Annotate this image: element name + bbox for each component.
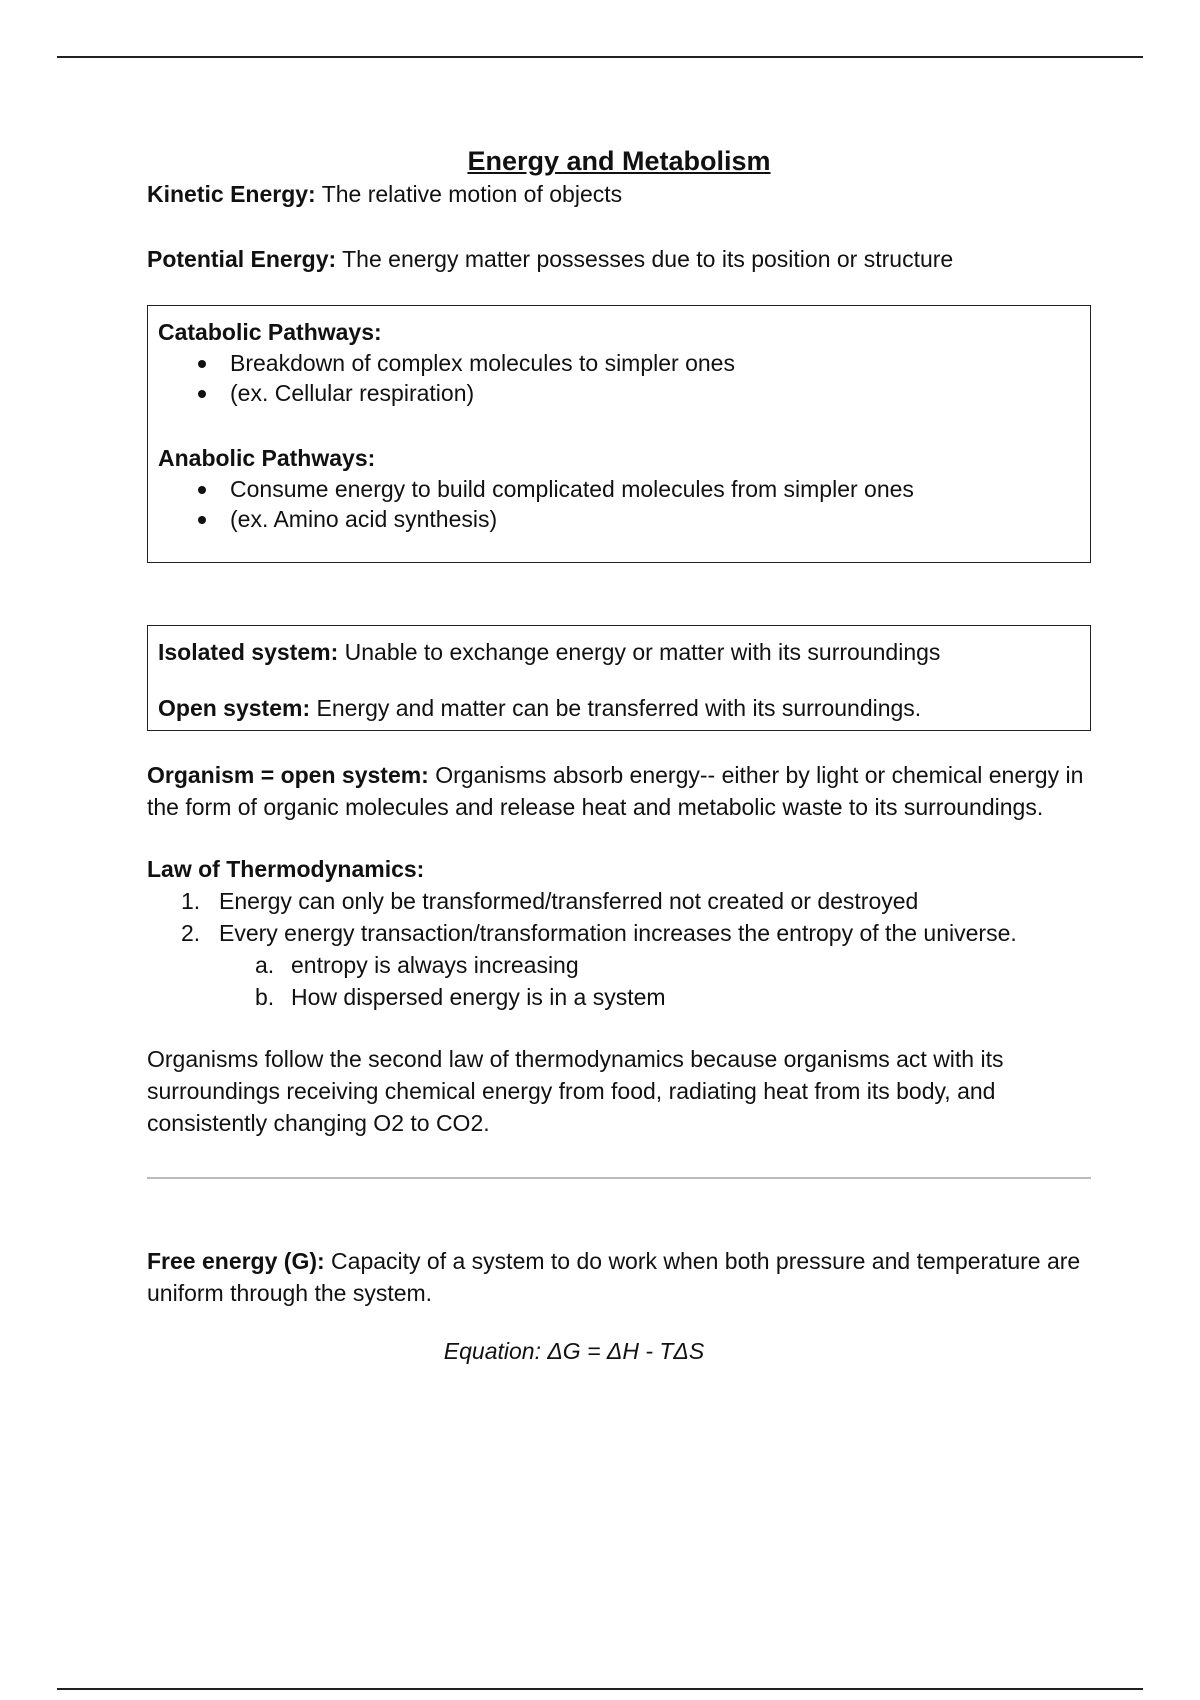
list-item — [196, 378, 1080, 408]
list-marker: a. — [255, 952, 275, 978]
potential-energy-text: The energy matter possesses due to its position or structure — [336, 246, 954, 272]
list-item — [147, 917, 1091, 1013]
bottom-divider — [57, 1688, 1143, 1690]
list-item — [147, 981, 1091, 1013]
document-body — [147, 144, 1091, 1367]
free-energy-term: Free energy (G): — [147, 1248, 325, 1274]
free-energy-equation: Equation: ΔG = ΔH - TΔS — [443, 1338, 705, 1364]
bullet-icon — [198, 486, 206, 494]
bullet-icon — [198, 360, 206, 368]
organism-text: Organisms absorb energy-- either by light or chemical energy in the form of organic molecules and release heat and metabolic waste to its surroundings. — [147, 762, 1084, 820]
free-energy-text: Capacity of a system to do work when both pressure and temperature are uniform through the system. — [147, 1248, 1081, 1306]
potential-energy-term: Potential Energy: — [147, 246, 337, 272]
anabolic-list — [158, 474, 1080, 534]
list-item — [196, 348, 1080, 378]
thermodynamics-heading-label: Law of Thermodynamics: — [147, 856, 425, 882]
open-system-term: Open system: — [158, 695, 311, 721]
list-item — [147, 949, 1091, 981]
second-law-paragraph: Organisms follow the second law of thermodynamics because organisms act with its surroundings receiving chemical energy from food, radiating heat from its body, and consistently changing O2 to CO2. — [147, 1046, 1004, 1136]
thermodynamics-heading — [147, 853, 1091, 885]
kinetic-energy-text: The relative motion of objects — [315, 181, 623, 207]
list-item-text: (ex. Cellular respiration) — [230, 380, 475, 406]
organism-paragraph — [147, 759, 1091, 823]
list-item-text: Consume energy to build complicated molecules from simpler ones — [230, 476, 914, 502]
open-system-definition — [158, 692, 1080, 724]
list-item — [147, 885, 1091, 917]
free-energy-definition — [147, 1245, 1091, 1309]
potential-energy-definition — [147, 243, 1091, 275]
bullet-icon — [198, 390, 206, 398]
list-item-text: Every energy transaction/transformation increases the entropy of the universe. — [219, 920, 1017, 946]
list-item-text: Breakdown of complex molecules to simpler ones — [230, 350, 735, 376]
isolated-system-definition — [158, 636, 1080, 668]
isolated-system-text: Unable to exchange energy or matter with its surroundings — [338, 639, 941, 665]
anabolic-heading — [158, 442, 1080, 474]
systems-box — [147, 625, 1091, 731]
organism-term: Organism = open system: — [147, 762, 429, 788]
section-divider — [147, 1177, 1091, 1179]
list-item — [196, 474, 1080, 504]
open-system-text: Energy and matter can be transferred with its surroundings. — [310, 695, 922, 721]
thermodynamics-laws-list — [147, 885, 1091, 1013]
top-divider — [57, 56, 1143, 58]
catabolic-heading — [158, 316, 1080, 348]
list-marker: 1. — [181, 888, 201, 914]
list-item-text: (ex. Amino acid synthesis) — [230, 506, 498, 532]
list-item-text: entropy is always increasing — [291, 952, 579, 978]
kinetic-energy-definition — [147, 178, 1091, 210]
list-item-text: Energy can only be transformed/transferred not created or destroyed — [219, 888, 919, 914]
list-item-text: How dispersed energy is in a system — [291, 984, 666, 1010]
catabolic-heading-label: Catabolic Pathways: — [158, 319, 382, 345]
kinetic-energy-term: Kinetic Energy: — [147, 181, 316, 207]
list-marker: b. — [255, 984, 275, 1010]
page-title: Energy and Metabolism — [467, 146, 771, 176]
catabolic-list — [158, 348, 1080, 408]
isolated-system-term: Isolated system: — [158, 639, 339, 665]
bullet-icon — [198, 516, 206, 524]
list-marker: 2. — [181, 920, 201, 946]
list-item — [196, 504, 1080, 534]
anabolic-heading-label: Anabolic Pathways: — [158, 445, 376, 471]
pathways-box — [147, 305, 1091, 563]
entropy-sublist — [147, 949, 1091, 1013]
